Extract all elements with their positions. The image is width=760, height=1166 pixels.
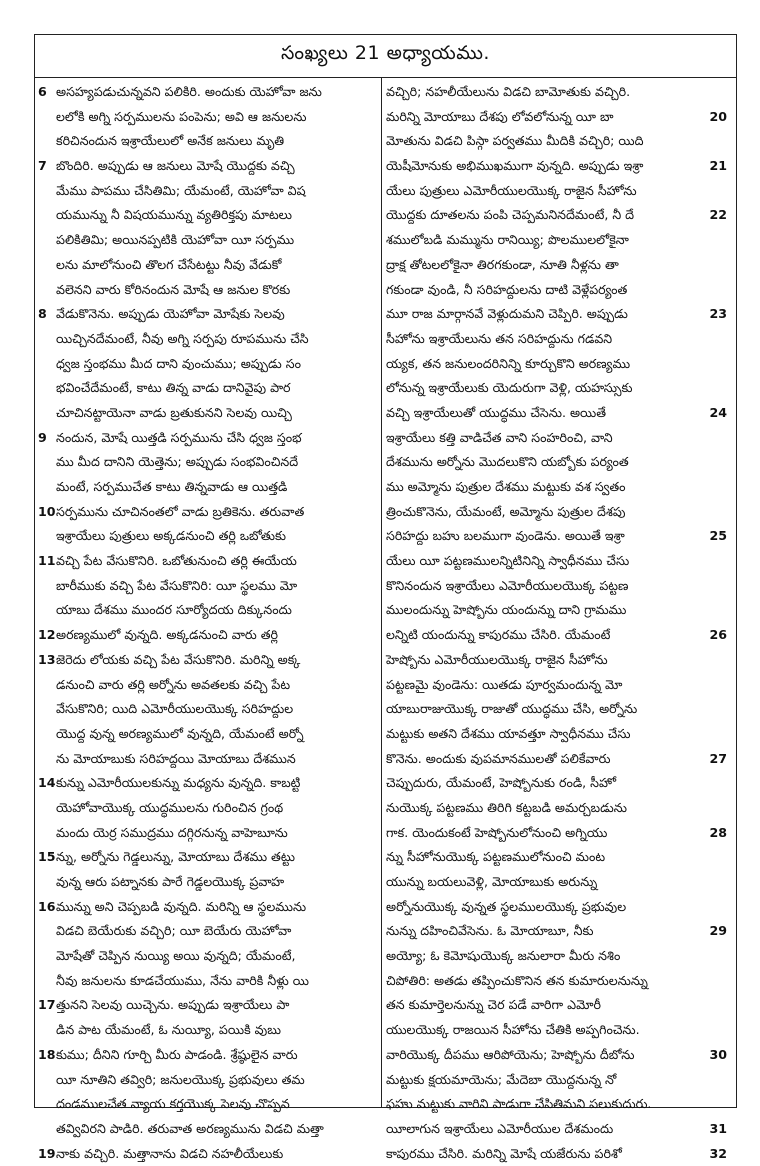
text-line [38,450,377,475]
verse-number: 23 [709,306,727,322]
line-text: వచ్చిరి; నహలీయేలును విడచి బామోతుకు వచ్చిరి. [386,84,631,99]
text-line [386,278,723,303]
line-text: యెహోవాయొక్క యుద్ధములను గురించిన గ్రంథ [56,799,284,815]
text-line [386,845,723,870]
page-header [34,34,737,78]
text-line [386,500,723,525]
line-text: అసహ్యపడుచున్నవని పలికిరి. అందుకు యెహోవా జను [56,84,322,99]
line-text: ధ్వజ స్తంభము మీద దాని వుంచుము; అప్పుడు సం [56,355,301,371]
text-line [386,1068,723,1093]
line-text: కుము; దీనిని గూర్చి మీరు పాడండి. శ్రేష్ఠులైన వారు [56,1046,298,1062]
text-line [386,771,723,796]
text-line [386,598,723,623]
text-line [38,895,377,920]
line-text: యాబు దేశము ముందర సూర్యోదయ దిక్కునందు [56,602,292,618]
text-line [386,154,727,179]
text-line [38,821,377,846]
line-text: నున్ను దహించివేసెను. ఓ మోయాబూ, నీకు [386,923,594,939]
line-text: దండములచేత న్యాయ కర్తయొక్క సెలవు చొప్పన [56,1096,290,1112]
text-line [38,524,377,549]
verse-number: 9 [38,429,47,445]
line-text: నీవు జనులను కూడచేయుము, నేను వారికి నీళ్లు యి [56,972,309,988]
text-line [38,1018,377,1043]
text-line [38,376,377,401]
line-text: యేలు పుత్రులు ఎమోరీయులయొక్క రాజైన సీహోను [386,182,637,198]
text-line [38,302,377,327]
text-line [386,697,723,722]
text-line [386,253,723,278]
line-text: సర్పమును చూచినంతలో వాడు బ్రతికెను. తరువాత [56,503,305,519]
text-line [38,129,377,154]
line-text: వేసుకొనిరి; యిది ఎమోరీయులయొక్క సరిహద్దుల [56,701,294,717]
line-text: వున్న ఆరు పట్నానకు పారే గెడ్డలయొక్క ప్రవాహ [56,874,285,889]
line-text: లను మాలోనుంచి తొలగ చేసేటట్టు నీవు వేడుకో [56,256,282,272]
line-text: న్ను, అర్నోను గెడ్డలున్ను, మోయాబు దేశము తట్టు [56,849,295,865]
line-text: ఇశ్రాయేలు కత్తి వాడిచేత వాని సంహరించి, వాని [386,429,613,445]
text-line [386,821,727,846]
verse-number: 13 [38,651,56,667]
text-line [38,203,377,228]
line-text: ఫహు మట్టుకు వారిని పాడుగా చేసితిమని పలుకుదురు. [386,1096,652,1112]
text-line [38,549,377,574]
line-text: విడచి బెయేరుకు వచ్చిరి; యీ బెయేరు యెహోవా [56,923,292,939]
line-text: త్తునని సెలవు యిచ్చెను. అప్పుడు ఇశ్రాయేలు పా [56,997,290,1013]
text-line [38,623,377,648]
text-line [38,327,377,352]
text-line [386,352,723,377]
text-line [38,1068,377,1093]
text-line [386,549,723,574]
line-text: వారియొక్క దీపము ఆరిపోయెను; హెష్బోను దీబోను [386,1046,635,1062]
text-line [386,203,727,228]
text-line [38,870,377,895]
verse-number: 8 [38,306,47,322]
chapter-title: సంఖ్యలు 21 అధ్యాయము. [281,42,490,64]
line-text: మున్ను అని చెప్పబడి వున్నది. మరిన్ని ఆ స్థలమును [56,898,307,914]
text-line [386,129,723,154]
line-text: మేము పాపము చేసితిమి; యేమంటే, యెహోవా విష [56,182,306,198]
line-text: చిపోతిరి: అతడు తప్పించుకొనిన తన కుమారులనున్ను [386,972,648,988]
line-text: అర్నోనుయొక్క వున్నత స్థలములయొక్క ప్రభువుల [386,898,627,914]
text-line [38,105,377,130]
text-line [38,574,377,599]
line-text: యమున్ను నీ విషయమున్ను వ్యతిరిక్తపు మాటలు [56,207,292,223]
text-line [386,179,723,204]
verse-number: 15 [38,849,56,865]
text-line [38,673,377,698]
line-text: లన్నిటి యందున్ను కాపురము చేసిరి. యేమంటే [386,627,611,643]
text-line [386,327,723,352]
line-text: యొద్దకు దూతలను పంపి చెప్పమనినదేమంటే, నీ దే [386,207,635,223]
text-line [386,796,723,821]
verse-number: 25 [709,528,727,544]
line-text: యీలాగున ఇశ్రాయేలు ఎమోరీయుల దేశమందు [386,1120,614,1136]
line-text: ఇశ్రాయేలు పుత్రులు అక్కడనుంచి తర్లి ఒబోతుకు [56,528,286,544]
line-text: భవించేదేమంటే, కాటు తిన్న వాడు దానివైపు పార [56,380,291,396]
text-line [38,1092,377,1117]
verse-number: 11 [38,553,56,569]
text-line [38,697,377,722]
line-text: కరిచినందున ఇశ్రాయేలులో అనేక జనులు మృతి [56,133,285,149]
text-line [38,401,377,426]
line-text: డనుంచి వారు తర్లి అర్నోను అవతలకు వచ్చి పేట [56,676,291,692]
line-text: తవ్వివిరని పాడిరి. తరువాత అరణ్యమును విడచి మత్తా [56,1120,324,1136]
text-line [38,944,377,969]
verse-number: 20 [709,108,727,124]
text-line [386,919,727,944]
text-line [38,253,377,278]
text-line [38,154,377,179]
line-text: మట్టుకు అతని దేశము యావత్తూ స్వాధీనము చేసు [386,725,631,741]
text-line [386,1117,727,1142]
line-text: యెషీమోనుకు అభిముఖముగా వున్నది. అప్పుడు ఇశ్రా [386,158,644,174]
text-line [386,450,723,475]
text-line [386,969,723,994]
line-text: యున్ను బయలువెళ్లి, మోయాబుకు అరున్ను [386,874,598,889]
text-line [386,1142,727,1166]
line-text: యేలు యీ పట్టణములన్నిటినిన్ని స్వాధీనము చేసు [386,553,630,569]
text-line [386,80,723,105]
line-text: ద్రాక్ష తోటలలోకైనా తిరగకుండా, నూతి నీళ్లను తా [386,256,619,272]
text-line [38,747,377,772]
verse-number: 29 [709,923,727,939]
verse-number: 28 [709,824,727,840]
verse-number: 17 [38,997,56,1013]
text-line [386,673,723,698]
line-text: ములందున్ను హెష్బోను యందున్ను దాని గ్రామము [386,602,627,618]
left-column [38,80,377,1161]
line-text: అరణ్యములో వున్నది. అక్కడనుంచి వారు తర్లి [56,627,278,643]
line-text: ను మోయాబుకు సరిహద్దయి మోయాబు దేశమున [56,750,296,766]
line-text: య్యక, తన జనులందరినిన్ని కూర్చుకొని అరణ్యము [386,355,631,371]
text-line [38,648,377,673]
line-text: ము అమ్మోను పుత్రుల దేశము మట్టుకు వశ స్వతం [386,479,626,494]
line-text: చెప్పుదురు, యేమంటే, హెష్బోనుకు రండి, సీహో [386,775,617,791]
text-line [386,722,723,747]
text-line [38,598,377,623]
line-text: పలికితిమి; అయినప్పటికి యెహోవా యీ సర్పము [56,232,295,248]
line-text: గాక. యెందుకంటే హెష్బోనులోనుంచి అగ్నియు [386,824,608,840]
text-line [386,747,727,772]
line-text: మూ రాజ మార్గానవే వెళ్లుదుమని చెప్పిరి. అప్పుడు [386,306,628,322]
line-text: బొందిరి. అప్పుడు ఆ జనులు మోషే యొద్దకు వచ్చి [56,158,295,174]
verse-number: 6 [38,84,47,99]
line-text: మంటే, సర్పముచేత కాటు తిన్నవాడు ఆ యిత్తడి [56,479,288,494]
text-line [38,845,377,870]
text-line [386,524,727,549]
line-text: వేడుకొనెను. అప్పుడు యెహోవా మోషేకు సెలవు [56,306,285,322]
text-line [38,1043,377,1068]
verse-number: 7 [38,158,47,174]
line-text: మోషేతో చెప్పిన నుయ్యి అయి వున్నది; యేమంటే, [56,948,296,964]
verse-number: 24 [709,404,727,420]
line-text: లలోకి అగ్ని సర్పములను పంపెను; అవి ఆ జనులను [56,108,307,124]
text-line [38,80,377,105]
verse-number: 22 [709,207,727,223]
line-text: కొనెను. అందుకు వుపమానములతో పలికేవారు [386,750,611,766]
text-line [386,228,723,253]
text-line [38,1117,377,1142]
line-text: దేశమును అర్నోను మొదలుకొని యబ్బోకు పర్యంత [386,454,629,470]
verse-number: 10 [38,503,56,519]
line-text: బారీముకు వచ్చి పేట వేసుకొనిరి: యీ స్థలము మో [56,577,298,593]
text-line [38,475,377,500]
text-line [386,574,723,599]
line-text: యొద్ద వున్న అరణ్యములో వున్నది, యేమంటే అర్నో [56,725,304,741]
line-text: వచ్చి ఇశ్రాయేలుతో యుద్ధము చేసెను. అయితే [386,404,607,420]
line-text: నాకు వచ్చిరి. మత్తానాను విడచి నహలీయేలుకు [56,1145,284,1161]
line-text: మోతును విడచి పిస్గా పర్వతము మీదికి వచ్చిరి; యిది [386,133,644,149]
text-line [386,1043,727,1068]
text-line [386,895,723,920]
line-text: సీహోను ఇశ్రాయేలును తన సరిహద్దును గడవని [386,330,613,346]
line-text: యిచ్చినదేమంటే, నీవు అగ్ని సర్పపు రూపమును చేసి [56,330,309,346]
text-line [38,771,377,796]
line-text: సరిహద్దు బహు బలముగా వుండెను. అయితే ఇశ్రా [386,528,625,544]
line-text: న్ను సీహోనుయొక్క పట్టణములోనుంచి మంట [386,849,606,865]
line-text: కొనినందున ఇశ్రాయేలు ఎమోరీయులయొక్క పట్టణ [386,577,629,593]
line-text: నందున, మోషే యిత్తడి సర్పమును చేసి ధ్వజ స్తంభ [56,429,302,445]
line-text: జెరెదు లోయకు వచ్చి పేట వేసుకొనిరి. మరిన్ని అక్క [56,651,301,667]
text-line [38,228,377,253]
verse-number: 26 [709,627,727,643]
line-text: గకుండా వుండి, నీ సరిహద్దులను దాటి వెళ్లేపర్యంత [386,281,628,297]
line-text: యులయొక్క రాజయిన సీహోను చేతికి అప్పగించెను. [386,1022,640,1038]
line-text: వచ్చి పేట వేసుకొనిరి. ఒబోతునుంచి తర్లి ఈయేయ [56,553,297,569]
text-line [386,993,723,1018]
text-line [38,352,377,377]
line-text: మరిన్ని మోయాబు దేశపు లోవలోనున్న యీ బా [386,108,614,124]
text-line [386,1092,723,1117]
line-text: ము మీద దానిని యెత్తెను; అప్పుడు సంభవించినదే [56,454,299,470]
text-line [38,969,377,994]
verse-number: 14 [38,775,56,791]
text-line [386,105,727,130]
right-column [386,80,727,1161]
verse-number: 18 [38,1046,56,1062]
line-text: యాబురాజుయొక్క రాజుతో యుద్ధము చేసి, అర్నోను [386,701,638,717]
line-text: వలెనని వారు కోరినందున మోషే ఆ జనుల కొరకు [56,281,291,297]
text-line [386,648,723,673]
line-text: అయ్యో; ఓ కెమోషుయొక్క జనులారా మీరు నశిం [386,948,621,964]
text-line [386,944,723,969]
text-line [38,796,377,821]
text-line [386,1018,723,1043]
line-text: చూచినట్టాయెనా వాడు బ్రతుకునని సెలవు యిచ్చి [56,404,292,420]
verse-number: 16 [38,898,56,914]
text-line [386,401,727,426]
text-line [386,870,723,895]
line-text: నుయొక్క పట్టణము తిరిగి కట్టబడి అమర్చబడును [386,799,627,815]
line-text: హెష్బోను ఎమోరీయులయొక్క రాజైన సీహోను [386,651,608,667]
line-text: డిన పాట యేమంటే, ఓ నుయ్యీ, పయికి వుబు [56,1022,282,1038]
line-text: కున్ను ఎమోరీయులకున్ను మధ్యను వున్నది. కాబట్టి [56,775,301,791]
verse-number: 19 [38,1145,56,1161]
line-text: మట్టుకు క్షయమాయెను; మేదెబా యొద్దనున్న నో [386,1071,617,1087]
verse-number: 12 [38,627,56,643]
line-text: లోనున్న ఇశ్రాయేలుకు యెదురుగా వెళ్లి, యహస్సుకు [386,380,633,396]
line-text: పట్టణమై వుండెను: యితడు పూర్వమందున్న మో [386,676,623,692]
text-line [386,475,723,500]
text-line [38,426,377,451]
verse-number: 27 [709,750,727,766]
text-line [386,623,727,648]
line-text: కాపురము చేసిరి. మరిన్ని మోషే యజేరును పరిశో [386,1145,622,1161]
text-line [38,919,377,944]
text-line [38,500,377,525]
text-line [38,722,377,747]
text-line [386,302,727,327]
text-line [386,376,723,401]
line-text: త్రించుకొనెను, యేమంటే, అమ్మోను పుత్రుల దేశపు [386,503,626,519]
line-text: మందు యెర్ర సముద్రము దగ్గిరనున్న వాహెబూను [56,824,288,840]
verse-number: 21 [709,158,727,174]
text-line [38,179,377,204]
verse-number: 32 [709,1145,727,1161]
column-divider [381,78,382,1108]
text-line [386,426,723,451]
text-line [38,993,377,1018]
line-text: శములోబడి మమ్మును రానియ్యి; పొలములలోకైనా [386,232,629,248]
verse-number: 30 [709,1046,727,1062]
verse-number: 31 [709,1120,727,1136]
text-line [38,278,377,303]
line-text: తన కుమార్తెలనున్ను చెర పడే వారిగా ఎమోరీ [386,997,601,1013]
text-line [38,1142,377,1166]
line-text: యీ నూతిని తవ్విరి; జనులయొక్క ప్రభువులు తమ [56,1071,305,1087]
